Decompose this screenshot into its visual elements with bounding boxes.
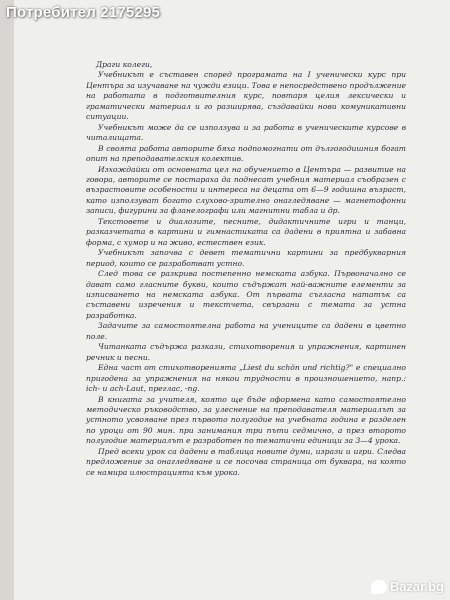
paragraph: Учебникът може да се използува и за работа в ученическите курсове в читалищата. [86,122,406,143]
preface-text [86,60,406,478]
brand-label: Bazar.bg [389,579,444,594]
paragraph: Учебникът започва с девет тематични картини за предбукварния период, които се разработват устно. [86,248,406,268]
user-watermark: Потребител 2175295 [6,4,161,21]
paragraph: В книгата за учителя, която ще бъде оформена като самостоятелно методическо ръководство, за улеснение на преподавателя материалът за устното усвояване през първото полугодие на учебната година е разделен по уроци от 90 мин. при занимания три пъти седмично, а през второто полугодие материалът е разработен по тематични единици за 3—4 урока. [86,394,406,446]
speech-bubble-icon [371,580,387,594]
paragraph: Текстовете и диалозите, песните, дидактичните игри и танци, разказчетата в картини и гимнастиката са дадени в приятна и забавна форма, с хумор и на живо, естествен език. [86,216,406,247]
paragraph: Една част от стихотворенията „Liest du schön und richtig?" е специално пригодена за упражнения на някои трудности в произношението, напр.: ich- и ach-Laut, преглас, -ng. [86,363,406,394]
book-page [14,0,450,600]
paragraph: Изхождайки от основната цел на обучението в Центъра — развитие на говора, авторите се постараха да поднесат учебния материал съобразен с възрастовите особености и интереса на децата от 6—9 годишна възраст, като използуват богато слухово-зрително онагледяване — магнетофонни записи, фигурини за фланелографи или магнитни табла и др. [86,164,406,216]
paragraph: Пред всеки урок са дадени в таблица новите думи, изрази и игри. Следва предложение за онагледяване и се посочва страница от буквара, на която се намира илюстрацията към урока. [86,446,406,477]
paragraph: След това се разкрива постепенно немската азбука. Първоначално се дават само гласните букви, които съдържат най-важните елементи за изписването на немската азбука. От първата съгласна нататък са съставени изречения и текстчета, свързани с темата за устна разработка. [86,269,406,320]
paragraph: В своята работа авторите бяха подпомогнати от дългогодишния богат опит на преподавателския колектив. [86,143,406,164]
paragraph: Читанката съдържа разкази, стихотворения и упражнения, картинен речник и песни. [86,342,406,362]
paragraph: Задачите за самостоятелна работа на учениците са дадени в цветно поле. [86,321,406,341]
greeting: Драги колеги, [96,60,153,69]
brand-logo [371,579,444,594]
paragraph: Учебникът е съставен според програмата на I ученически курс при Центъра за изучаване на чужди езици. Това е непосредствено продължение на работата в подготвителния курс, повтаря целия лексически и граматически материал и го разширява, създавайки нови комуникативни ситуации. [86,70,406,122]
